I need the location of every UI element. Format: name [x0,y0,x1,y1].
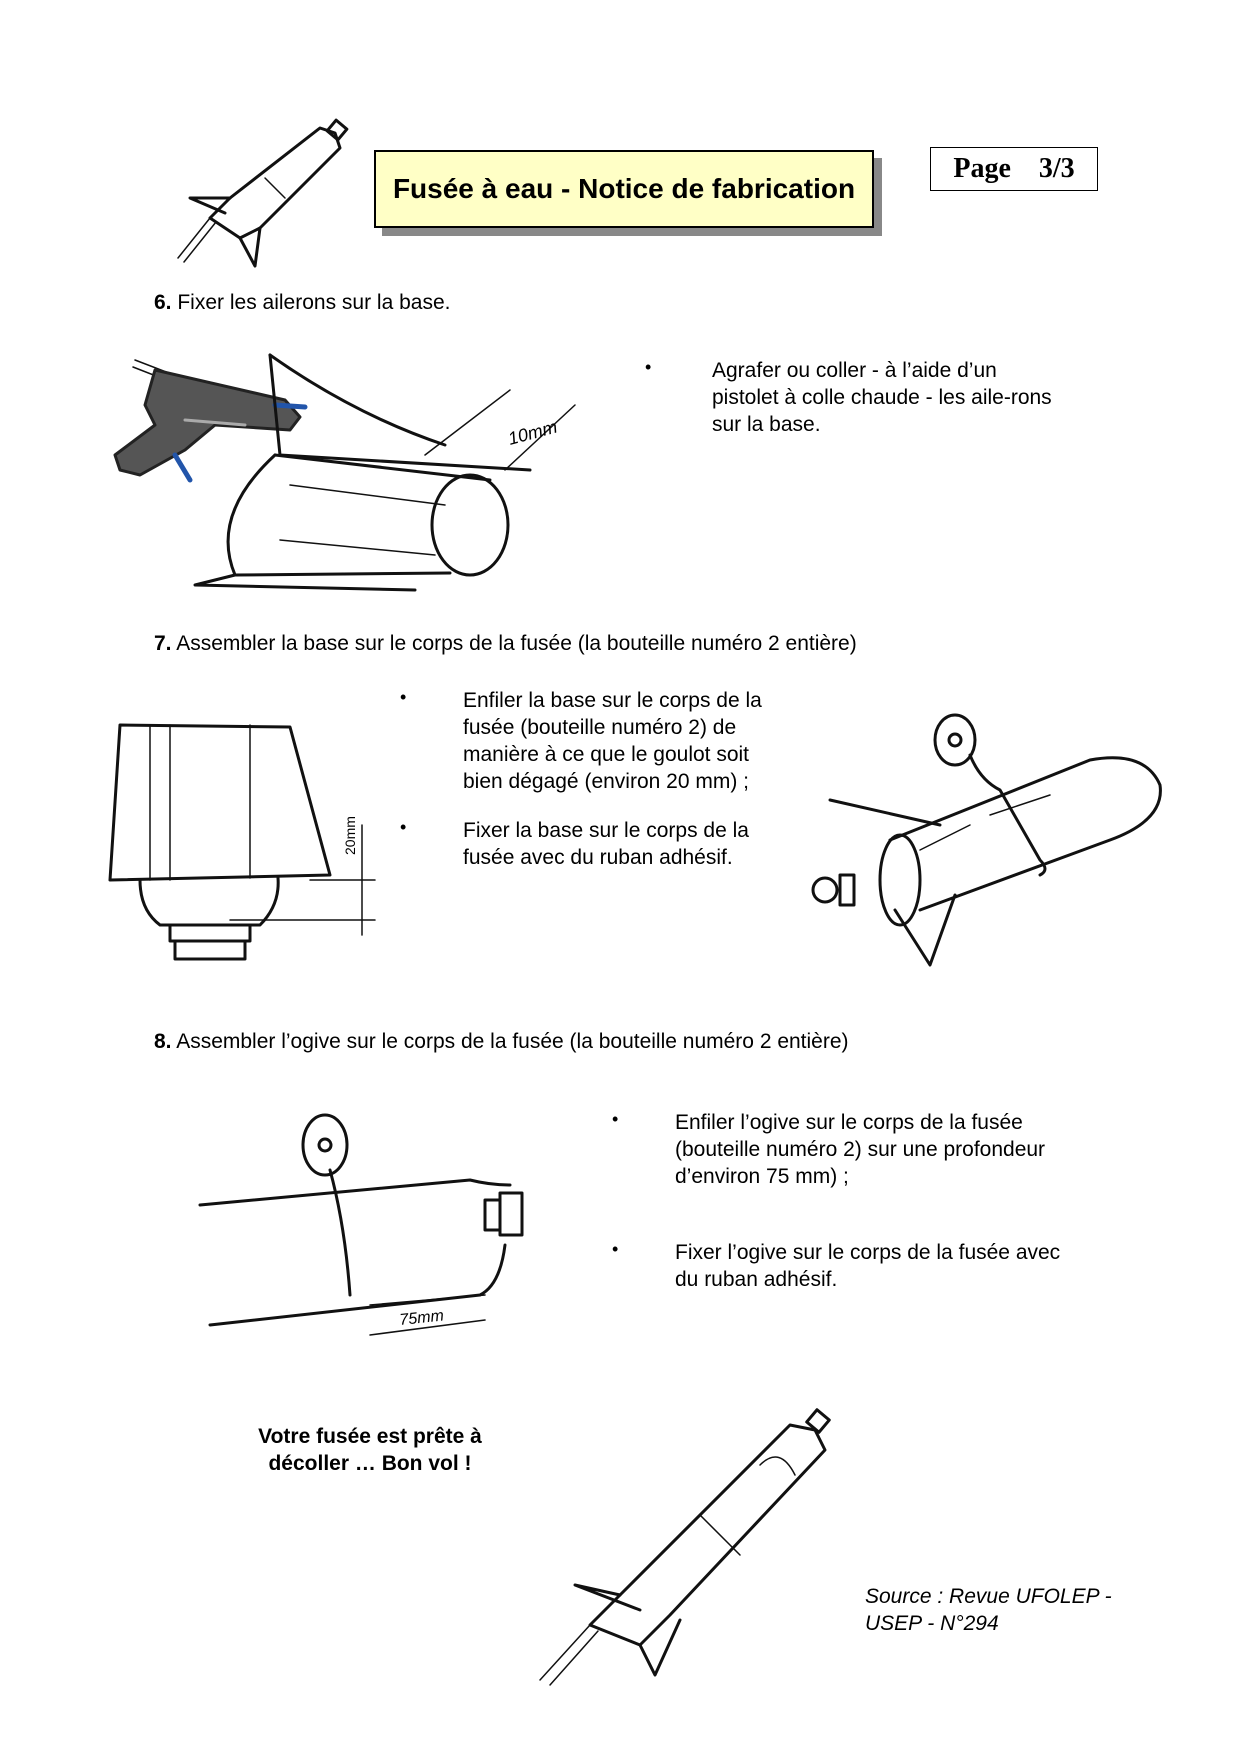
step-7-text: Assembler la base sur le corps de la fusée (la bouteille numéro 2 entière) [171,632,857,655]
glue-gun-fin-illustration [115,345,585,615]
step-6-number: 6. [154,291,172,314]
step-6-dimension-label: 10mm [505,416,560,449]
step-8-text: Assembler l’ogive sur le corps de la fusée (la bouteille numéro 2 entière) [171,1030,849,1053]
rocket-launch-illustration [530,1405,850,1695]
page-title-text: Fusée à eau - Notice de fabrication [392,173,856,204]
step-8-number: 8. [154,1030,172,1053]
step-7-bullet-2-row [400,817,820,871]
step-7-bullet-2-symbol: • [400,817,407,837]
step-8-heading [154,1030,849,1054]
closing-message-line-2: décoller … Bon vol ! [268,1452,472,1475]
step-7-bullet-list [400,687,820,871]
step-8-bullet-1-symbol: • [612,1109,619,1129]
step-7-bullet-1-row [400,687,820,817]
step-8-bullet-2-symbol: • [612,1239,619,1259]
step-7-heading [154,632,857,656]
step-6-bullet-list [645,357,1055,438]
step-7-bullet-1-symbol: • [400,687,407,707]
step-8-bullet-2-row [612,1239,1082,1293]
source-citation-line-2: USEP - N°294 [865,1612,999,1635]
source-citation-line-1: Source : Revue UFOLEP - [865,1585,1112,1608]
closing-message [220,1423,520,1477]
step-6-text: Fixer les ailerons sur la base. [171,291,451,314]
step-8-bullet-list [612,1109,1082,1293]
step-7-number: 7. [154,632,172,655]
closing-message-line-1: Votre fusée est prête à [258,1425,482,1448]
step-7-dimension-label: 20mm [342,816,358,855]
step-7-bullet-1: Enfiler la base sur le corps de la fusée (bouteille numéro 2) de manière à ce que le goulot soit bien dégagé (environ 20 mm) ; [463,689,762,793]
step-7-bullet-2: Fixer la base sur le corps de la fusée avec du ruban adhésif. [463,819,749,869]
step-8-bullet-2: Fixer l’ogive sur le corps de la fusée avec du ruban adhésif. [675,1241,1061,1291]
page-label: Page [953,153,1011,184]
step-6-bullet-1-symbol: • [645,357,652,377]
assembled-rocket-illustration [800,700,1200,980]
page-indicator [930,147,1098,191]
page-number: 3/3 [1038,153,1075,184]
step-6-bullet-1: Agrafer ou coller - à l’aide d’un pistolet à colle chaude - les aile-rons sur la base. [712,359,1052,436]
base-on-bottle-illustration [100,715,390,965]
step-8-bullet-1: Enfiler l’ogive sur le corps de la fusée (bouteille numéro 2) sur une profondeur d’environ 75 mm) ; [675,1111,1046,1188]
step-8-dimension-label: 75mm [398,1307,445,1329]
page-title [374,150,874,228]
step-8-bullet-1-row [612,1109,1082,1239]
rocket-header-illustration [170,118,350,268]
nose-cone-illustration [200,1105,550,1345]
source-citation [865,1583,1112,1637]
step-6-heading [154,291,450,315]
